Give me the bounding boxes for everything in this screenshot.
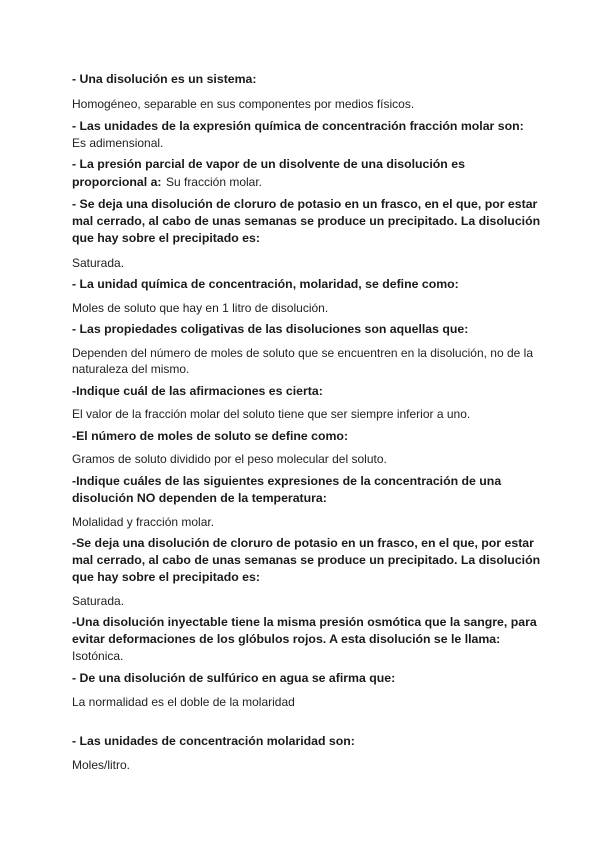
answer-text: Gramos de soluto dividido por el peso molecular del soluto. bbox=[72, 452, 387, 466]
question-text: - Una disolución es un sistema: bbox=[72, 72, 257, 86]
qa-item-12 bbox=[72, 670, 542, 710]
question-text: - De una disolución de sulfúrico en agua se afirma que: bbox=[72, 671, 396, 685]
qa-item-1 bbox=[72, 71, 542, 112]
answer-text: Moles/litro. bbox=[72, 758, 131, 772]
answer-text: Dependen del número de moles de soluto que se encuentren en la disolución, no de la naturaleza del mismo. bbox=[72, 346, 533, 376]
qa-item-13 bbox=[72, 733, 542, 773]
answer-text: Moles de soluto que hay en 1 litro de disolución. bbox=[72, 301, 329, 315]
question-text: -Se deja una disolución de cloruro de potasio en un frasco, en el que, por estar mal cerrado, al cabo de unas semanas se produce un precipitado. La disolución que hay sobre el precipitado es: bbox=[72, 536, 541, 584]
question-text: - Se deja una disolución de cloruro de potasio en un frasco, en el que, por estar mal cerrado, al cabo de unas semanas se produce un precipitado. La disolución que hay sobre el precipitado es: bbox=[72, 197, 541, 245]
question-text: -Indique cuál de las afirmaciones es cierta: bbox=[72, 384, 323, 398]
qa-item-10 bbox=[72, 535, 542, 609]
qa-item-5 bbox=[72, 276, 542, 316]
qa-item-6 bbox=[72, 321, 542, 377]
question-text: -El número de moles de soluto se define como: bbox=[72, 429, 349, 443]
answer-text: Su fracción molar. bbox=[165, 175, 263, 189]
answer-text: Homogéneo, separable en sus componentes por medios físicos. bbox=[72, 97, 415, 111]
qa-item-4 bbox=[72, 196, 542, 271]
question-text: -Una disolución inyectable tiene la misma presión osmótica que la sangre, para evitar deformaciones de los glóbulos rojos. A esta disolución se le llama: bbox=[72, 615, 537, 646]
qa-item-9 bbox=[72, 473, 542, 530]
answer-text: Saturada. bbox=[72, 594, 125, 608]
question-text: - Las propiedades coligativas de las disoluciones son aquellas que: bbox=[72, 322, 469, 336]
question-text: - Las unidades de concentración molaridad son: bbox=[72, 734, 355, 748]
qa-item-2 bbox=[72, 118, 542, 151]
answer-text: La normalidad es el doble de la molaridad bbox=[72, 695, 295, 709]
answer-text: El valor de la fracción molar del soluto tiene que ser siempre inferior a uno. bbox=[72, 407, 471, 421]
question-text: -Indique cuáles de las siguientes expresiones de la concentración de una disolución NO dependen de la temperatura: bbox=[72, 474, 502, 505]
question-text: - La unidad química de concentración, molaridad, se define como: bbox=[72, 277, 459, 291]
qa-item-3 bbox=[72, 155, 472, 191]
question-text: - Las unidades de la expresión química de concentración fracción molar son: bbox=[72, 119, 524, 133]
qa-item-11 bbox=[72, 614, 542, 664]
qa-item-7 bbox=[72, 383, 542, 422]
question-text: - La presión parcial de vapor de un disolvente de una disolución es proporcional a: bbox=[72, 157, 465, 189]
answer-text: Es adimensional. bbox=[72, 136, 164, 150]
answer-text: Saturada. bbox=[72, 256, 125, 270]
answer-text: Molalidad y fracción molar. bbox=[72, 515, 215, 529]
answer-text: Isotónica. bbox=[72, 649, 124, 663]
qa-item-8 bbox=[72, 428, 542, 467]
